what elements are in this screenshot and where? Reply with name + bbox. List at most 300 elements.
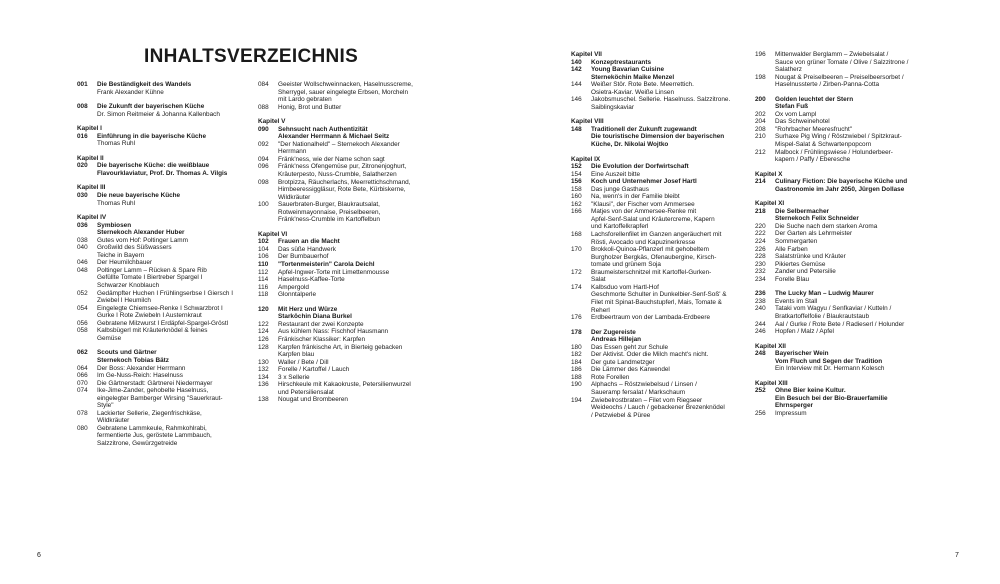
toc-page-number: 228 [755, 253, 766, 261]
toc-entry-continuation: Frank Alexander Kühne [97, 88, 164, 96]
toc-entry[interactable] [755, 223, 927, 231]
toc-entry[interactable] [755, 261, 927, 269]
toc-entry-continuation: Dr. Simon Reitmeier & Johanna Kallenbach [97, 110, 220, 118]
toc-entry[interactable] [571, 193, 739, 201]
toc-entry[interactable] [77, 349, 237, 357]
toc-page-number: 138 [258, 396, 269, 404]
toc-entry[interactable] [258, 374, 418, 382]
toc-page-number: 078 [77, 409, 88, 417]
toc-entry[interactable] [571, 314, 739, 322]
toc-entry-title: Ox vom Lampl [775, 110, 817, 118]
toc-page-number: 234 [755, 275, 766, 283]
toc-entry-title: Tataki vom Wagyu / Senfkaviar / Kutteln / [775, 305, 892, 313]
toc-entry-title: Die Evolution der Dorfwirtschaft [591, 163, 689, 171]
toc-entry-title: Lachsforellenfilet im Ganzen angeräuchert mit [591, 231, 722, 239]
toc-entry[interactable] [77, 222, 237, 230]
toc-entry-continuation: Sherrygel, sauer eingelegte Erbsen, Morcheln [278, 88, 409, 96]
toc-page-number: 148 [571, 125, 582, 133]
toc-entry-continuation: Burgholzer Bergkäs, Ofenaubergine, Kirsch- [591, 253, 717, 261]
toc-page-number: 166 [571, 208, 582, 216]
toc-entry[interactable] [755, 51, 927, 59]
toc-entry-continuation: Ein Interview mit Dr. Hermann Kolesch [775, 365, 885, 373]
toc-entry[interactable] [571, 81, 739, 89]
toc-entry-continuation: Osietra-Kaviar. Weiße Linsen [591, 88, 674, 96]
toc-entry[interactable] [258, 104, 418, 112]
toc-entry-continuation: Karpfen blau [278, 351, 315, 359]
toc-page-number: 046 [77, 259, 88, 267]
toc-entry-title: Die Beständigkeit des Wandels [97, 81, 192, 88]
toc-entry-continuation: Gastronomie im Jahr 2050, Jürgen Dollase [775, 185, 905, 193]
toc-entry[interactable] [258, 81, 418, 89]
toc-entry-title: Fränk'ness, wie der Name schon sagt [278, 155, 385, 163]
toc-entry-title: Die Suche nach dem starken Aroma [775, 222, 878, 230]
toc-page-number: 064 [77, 364, 88, 372]
toc-page-number: 130 [258, 358, 269, 366]
toc-entry-title: Ike-Jime-Zander, gehobelte Haselnuss, [97, 387, 209, 395]
toc-entry[interactable] [258, 396, 418, 404]
toc-page-number: 048 [77, 266, 88, 274]
toc-entry-title: Poltinger Lamm – Rücken & Spare Rib [97, 266, 207, 274]
toc-entry-title: Nougat & Preiselbeeren – Preiselbeersorbet / [775, 73, 904, 81]
toc-entry[interactable] [571, 178, 739, 186]
toc-entry[interactable] [755, 126, 927, 134]
toc-entry[interactable] [755, 238, 927, 246]
toc-entry[interactable] [755, 230, 927, 238]
toc-entry-continuation: Apfel-Senf-Salat und Kräutercreme, Kapern [591, 215, 715, 223]
toc-entry-title: Pikiertes Gemüse [775, 260, 826, 268]
toc-entry-title: "Tortenmeisterin" Carola Deichl [278, 261, 375, 269]
toc-entry-title: Frauen an die Macht [278, 238, 340, 246]
toc-entry-continuation: Salat [591, 276, 606, 284]
toc-entry[interactable] [755, 290, 927, 298]
toc-entry-title: Der Garten als Lehrmeister [775, 230, 853, 238]
toc-entry[interactable] [755, 276, 927, 284]
toc-entry[interactable] [258, 261, 418, 269]
toc-entry-title: Salatstrünke und Kräuter [775, 253, 846, 261]
toc-entry[interactable] [77, 237, 237, 245]
toc-entry-title: Symbiosen [97, 221, 132, 229]
toc-entry-continuation: Salzzitrone, Gewürzgetreide [97, 439, 178, 447]
toc-entry[interactable] [755, 328, 927, 336]
toc-entry[interactable] [571, 246, 739, 254]
toc-entry[interactable] [77, 410, 237, 418]
toc-entry-continuation: Bratkartoffelfolie / Blaukrautstaub [775, 312, 870, 320]
toc-entry-title: Der Bumbauerhof [278, 253, 329, 261]
toc-entry[interactable] [77, 290, 237, 298]
toc-entry-continuation: Vom Fluch und Segen der Tradition [775, 357, 883, 365]
toc-entry-title: Forelle / Kartoffel / Lauch [278, 366, 350, 374]
toc-page-number: 236 [755, 290, 766, 298]
toc-entry[interactable] [755, 387, 927, 395]
toc-entry[interactable] [755, 253, 927, 261]
toc-entry-continuation: / Petzwiebel & Püree [591, 411, 651, 419]
toc-page-number: 001 [77, 81, 88, 88]
toc-entry-continuation: Ein Besuch bei der Bio-Brauerfamilie [775, 394, 888, 402]
toc-page-number: 198 [755, 73, 766, 81]
toc-entry-title: Braumeisterschnitzel mit Kartoffel-Gurken- [591, 268, 712, 276]
toc-entry[interactable] [258, 306, 418, 314]
toc-entry[interactable] [571, 374, 739, 382]
toc-entry-title: Eingelegte Chiemsee-Renke I Schwarzbrot I [97, 304, 223, 312]
toc-page-number: 104 [258, 245, 269, 253]
toc-page-number: 134 [258, 373, 269, 381]
chapter-heading: Kapitel VII [571, 51, 602, 58]
toc-entry-continuation: Saueramp fersalat / Markschaum [591, 388, 686, 396]
toc-page-number: 124 [258, 328, 269, 336]
toc-entry[interactable] [755, 149, 927, 157]
toc-entry-title: Young Bavarian Cuisine [591, 66, 665, 74]
chapter-heading: Kapitel X [755, 170, 783, 178]
toc-page-number: 168 [571, 231, 582, 239]
toc-page-number: 126 [258, 335, 269, 343]
toc-page-number: 128 [258, 343, 269, 351]
toc-page-number: 176 [571, 314, 582, 322]
toc-entry-continuation: kapern / Paffy / Eberesche [775, 156, 851, 164]
toc-entry-title: Das süße Handwerk [278, 245, 336, 253]
toc-entry-continuation: mit Lardo gebraten [278, 96, 332, 104]
toc-page-number: 132 [258, 366, 269, 374]
toc-entry-title: The Lucky Man – Ludwig Maurer [775, 290, 874, 298]
toc-entry[interactable] [258, 359, 418, 367]
toc-entry-continuation: Alexander Herrmann & Michael Seitz [278, 133, 390, 141]
toc-entry-title: Kalbsduo vom Hartl-Hof [591, 283, 659, 291]
toc-page-number: 118 [258, 291, 269, 299]
toc-entry[interactable] [755, 410, 927, 418]
toc-entry-continuation: Reherl [591, 306, 610, 314]
toc-entry[interactable] [258, 238, 418, 246]
toc-entry[interactable] [571, 96, 739, 104]
toc-entry[interactable] [571, 208, 739, 216]
toc-entry-title: Brokkoli-Quinoa-Pflanzerl mit gehobeltem [591, 246, 709, 254]
toc-entry-title: Einführung in die bayerische Küche [97, 132, 207, 140]
toc-entry[interactable] [755, 178, 927, 186]
toc-entry[interactable] [571, 163, 739, 171]
toc-entry[interactable] [77, 380, 237, 388]
toc-entry[interactable] [77, 133, 237, 141]
toc-entry-continuation: Thomas Ruhl [97, 199, 136, 207]
toc-entry[interactable] [571, 201, 739, 209]
toc-page-number: 184 [571, 358, 582, 366]
toc-entry[interactable] [77, 305, 237, 313]
toc-entry-title: Koch und Unternehmer Josef Hartl [591, 178, 697, 186]
toc-page-number: 154 [571, 170, 582, 178]
toc-entry[interactable] [755, 111, 927, 119]
toc-entry-title: Zander und Petersilie [775, 268, 836, 276]
toc-page-number: 182 [571, 351, 582, 359]
toc-entry[interactable] [571, 366, 739, 374]
toc-entry-title: Das junge Gasthaus [591, 185, 649, 193]
toc-entry-title: Gebratene Lammkeule, Rahmkohlrabi, [97, 424, 207, 432]
page-title: INHALTSVERZEICHNIS [144, 46, 359, 67]
toc-entry[interactable] [571, 126, 739, 134]
toc-entry-continuation: Gefüllte Tomate I Biertreber Spargel I [97, 274, 203, 282]
toc-entry[interactable] [258, 291, 418, 299]
toc-entry[interactable] [755, 133, 927, 141]
toc-page-number: 170 [571, 246, 582, 254]
toc-page-number: 224 [755, 238, 766, 246]
toc-entry-title: Honig, Brot und Butter [278, 103, 342, 111]
toc-entry-title: Impressum [775, 409, 807, 417]
toc-entry-continuation: Wildkräuter [97, 417, 130, 425]
toc-column-1 [77, 81, 237, 448]
toc-entry[interactable] [77, 365, 237, 373]
toc-entry[interactable] [571, 66, 739, 74]
chapter-heading: Kapitel VIII [571, 118, 604, 126]
toc-page-number: 122 [258, 320, 269, 328]
toc-entry-title: Der Aktivist. Oder die Milch macht's nicht. [591, 351, 709, 359]
toc-entry[interactable] [258, 276, 418, 284]
toc-entry[interactable] [77, 81, 237, 89]
toc-entry-title: Glonntalperle [278, 291, 317, 299]
toc-entry-title: Jakobsmuschel. Sellerie. Haselnuss. Salzzitrone. [591, 96, 731, 104]
toc-entry-title: "Klausi", der Fischer vom Ammersee [591, 200, 695, 208]
toc-entry-title: Rote Forellen [591, 373, 630, 381]
toc-entry[interactable] [571, 269, 739, 277]
toc-entry[interactable] [258, 284, 418, 292]
toc-entry[interactable] [571, 344, 739, 352]
toc-entry-continuation: Sternekoch Alexander Huber [97, 229, 185, 237]
toc-page-number: 058 [77, 327, 88, 335]
toc-entry-continuation: Die touristische Dimension der bayerischen [591, 133, 725, 141]
toc-entry[interactable] [77, 244, 237, 252]
toc-entry-title: Forelle Blau [775, 275, 810, 283]
spacer [571, 322, 739, 329]
toc-entry-continuation: Kräuterpesto, Nuss-Crumble, Salatherzen [278, 171, 397, 179]
toc-entry-title: Zwiebelrostbraten – Filet vom Riegseer [591, 396, 703, 404]
toc-entry-continuation: Mispel-Salat & Schwartenpopcorn [775, 141, 872, 149]
toc-entry-title: Im Ge-Nuss-Reich: Haselnuss [97, 372, 183, 380]
toc-entry-continuation: Teiche in Bayern [97, 251, 145, 259]
toc-entry[interactable] [755, 74, 927, 82]
toc-entry-title: Geeister Wollschweinnacken, Haselnusscreme, [278, 81, 413, 88]
toc-entry[interactable] [258, 246, 418, 254]
toc-page-number: 180 [571, 343, 582, 351]
toc-entry-title: Der Zugereiste [591, 328, 636, 336]
toc-entry[interactable] [258, 328, 418, 336]
toc-page-number: 146 [571, 96, 582, 104]
chapter-heading: Kapitel VI [258, 230, 288, 238]
toc-entry-continuation: Rösti, Avocado und Kapuzinerkresse [591, 238, 696, 246]
toc-entry-continuation: und Petersiliensalat [278, 388, 334, 396]
toc-page-number: 084 [258, 81, 269, 88]
toc-entry-continuation: Rotweinmayonnaise, Preiselbeeren, [278, 208, 381, 216]
toc-entry[interactable] [258, 366, 418, 374]
toc-page-number: 120 [258, 305, 269, 313]
toc-entry[interactable] [571, 397, 739, 405]
toc-entry-title: Na, wenn's in der Familie bleibt [591, 193, 680, 201]
toc-entry[interactable] [258, 321, 418, 329]
toc-entry[interactable] [258, 179, 418, 187]
toc-entry[interactable] [258, 381, 418, 389]
toc-entry-title: Malbock / Frühlingswiese / Holunderbeer- [775, 148, 893, 156]
toc-entry-continuation: und Kartoffelkrapferl [591, 223, 649, 231]
toc-entry[interactable] [258, 156, 418, 164]
toc-entry[interactable] [571, 381, 739, 389]
toc-entry[interactable] [258, 253, 418, 261]
toc-page-number: 056 [77, 319, 88, 327]
toc-page-number: 256 [755, 409, 766, 417]
toc-entry[interactable] [77, 192, 237, 200]
toc-entry-title: Gutes vom Hof: Poltinger Lamm [97, 236, 188, 244]
toc-entry[interactable] [571, 59, 739, 67]
toc-entry-title: Ohne Bier keine Kultur. [775, 387, 846, 395]
toc-entry[interactable] [77, 267, 237, 275]
toc-entry-title: Waller / Bete / Dill [278, 358, 329, 366]
toc-entry-title: Fränkischer Klassiker: Karpfen [278, 335, 366, 343]
toc-entry[interactable] [755, 298, 927, 306]
toc-entry[interactable] [258, 344, 418, 352]
toc-entry[interactable] [77, 320, 237, 328]
toc-page-number: 062 [77, 349, 88, 357]
toc-entry[interactable] [77, 162, 237, 170]
toc-page-number: 214 [755, 178, 766, 186]
toc-entry[interactable] [755, 96, 927, 104]
toc-page-number: 162 [571, 200, 582, 208]
toc-entry-title: Matjes von der Ammersee-Renke mit [591, 208, 697, 216]
toc-entry[interactable] [571, 284, 739, 292]
toc-entry-title: Der gute Landmetzger [591, 358, 655, 366]
toc-entry-continuation: Andreas Hillejan [591, 336, 642, 344]
toc-entry-title: Sehnsucht nach Authentizität [278, 125, 368, 133]
toc-entry-continuation: Starköchin Diana Burkel [278, 313, 352, 321]
toc-entry-continuation: Herrmann [278, 148, 307, 156]
toc-entry-title: Aal / Gurke / Rote Bete / Radieserl / Holunder [775, 320, 905, 328]
toc-entry-title: Sauerbraten-Burger, Blaukrautsalat, [278, 201, 380, 209]
toc-page-number: 226 [755, 245, 766, 253]
toc-page-number: 178 [571, 328, 582, 336]
toc-page-number: 244 [755, 320, 766, 328]
toc-entry-continuation: Sternekoch Felix Schneider [775, 215, 859, 223]
page-number-right: 7 [955, 552, 959, 559]
toc-page-number: 230 [755, 260, 766, 268]
toc-entry[interactable] [571, 329, 739, 337]
toc-entry-title: Die Selbermacher [775, 207, 829, 215]
toc-entry[interactable] [571, 231, 739, 239]
chapter-heading: Kapitel V [258, 118, 286, 126]
toc-page-number: 100 [258, 201, 269, 209]
toc-page-number: 232 [755, 268, 766, 276]
toc-page-number: 202 [755, 110, 766, 118]
toc-entry[interactable] [571, 171, 739, 179]
chapter-heading: Kapitel XIII [755, 379, 788, 387]
toc-entry-title: "Der Nationalheld" – Sternekoch Alexander [278, 140, 400, 148]
toc-entry[interactable] [77, 372, 237, 380]
toc-entry[interactable] [258, 201, 418, 209]
toc-page-number: 142 [571, 66, 582, 74]
toc-entry[interactable] [77, 259, 237, 267]
chapter-heading: Kapitel II [77, 154, 104, 162]
toc-entry[interactable] [77, 387, 237, 395]
toc-page-number: 204 [755, 118, 766, 126]
toc-entry[interactable] [77, 425, 237, 433]
toc-page-number: 080 [77, 424, 88, 432]
toc-entry[interactable] [755, 118, 927, 126]
toc-entry[interactable] [77, 327, 237, 335]
toc-entry[interactable] [755, 321, 927, 329]
toc-page-number: 210 [755, 133, 766, 141]
toc-entry[interactable] [258, 269, 418, 277]
toc-page-number: 152 [571, 163, 582, 171]
toc-entry-continuation: Saiblingskaviar [591, 103, 634, 111]
toc-page-number: 190 [571, 381, 582, 389]
toc-entry-title: Events im Stall [775, 297, 818, 305]
toc-entry[interactable] [755, 208, 927, 216]
toc-entry-continuation: Himbeeressiggläsur, Rote Bete, Kürbiskerne, [278, 186, 406, 194]
toc-entry-continuation: Sternekoch Tobias Bätz [97, 356, 169, 364]
toc-entry-continuation: Zwiebel I Heumilch [97, 297, 151, 305]
toc-entry[interactable] [571, 359, 739, 367]
toc-entry[interactable] [258, 163, 418, 171]
toc-entry-title: Scouts und Gärtner [97, 349, 157, 357]
toc-entry-title: Alphachs – Röstzwiebelsud / Linsen / [591, 381, 697, 389]
toc-entry-continuation: Haselnussterte / Zirben-Panna-Cotta [775, 81, 880, 89]
toc-entry[interactable] [755, 268, 927, 276]
toc-entry-title: Weißer Stör. Rote Bete. Meerrettich. [591, 81, 694, 89]
toc-entry[interactable] [755, 246, 927, 254]
toc-page-number: 112 [258, 268, 269, 276]
toc-page-number: 240 [755, 305, 766, 313]
chapter-heading: Kapitel IX [571, 155, 601, 163]
toc-entry[interactable] [77, 103, 237, 111]
toc-entry-continuation: Küche, Dr. Nikolai Wojtko [591, 141, 669, 149]
toc-page-number: 088 [258, 103, 269, 111]
toc-page-number: 160 [571, 193, 582, 201]
toc-entry-title: Der Boss: Alexander Herrmann [97, 364, 186, 372]
toc-page-number: 116 [258, 283, 269, 291]
toc-entry[interactable] [755, 350, 927, 358]
toc-entry-title: Gedämpfter Huchen I Frühlingserbse I Giersch I [97, 289, 234, 297]
toc-page-number: 052 [77, 289, 88, 297]
toc-entry[interactable] [258, 141, 418, 149]
toc-page-number: 030 [77, 192, 88, 200]
spacer [77, 342, 237, 349]
toc-page-number: 218 [755, 207, 766, 215]
toc-entry-title: Brotpizza, Räucherlachs, Meerrettichschmand, [278, 178, 411, 186]
toc-entry-title: Alle Farben [775, 245, 808, 253]
spacer [755, 89, 927, 96]
toc-entry-continuation: Fränk'ness-Crumble im Kartoffelbun [278, 216, 380, 224]
page-number-left: 6 [37, 552, 41, 559]
toc-entry-continuation: Ehrnsperger [775, 402, 814, 410]
toc-page-number: 074 [77, 387, 88, 395]
toc-entry-title: Ampergold [278, 283, 309, 291]
toc-entry-title: Nougat und Brombeeren [278, 396, 348, 404]
toc-entry-title: Mittenwalder Berglamm – Zwiebelsalat / [775, 51, 889, 58]
toc-entry-title: Die bayerische Küche: die weißblaue [97, 162, 210, 170]
toc-page-number: 136 [258, 381, 269, 389]
toc-entry[interactable] [258, 336, 418, 344]
toc-page-number: 200 [755, 95, 766, 103]
toc-entry-title: Sommergarten [775, 238, 818, 246]
toc-entry-title: Der Heumilchbauer [97, 259, 153, 267]
toc-entry-continuation: Gemüse [97, 334, 122, 342]
toc-entry-title: Traditionell der Zukunft zugewandt [591, 125, 697, 133]
toc-entry[interactable] [571, 351, 739, 359]
toc-page-number: 194 [571, 396, 582, 404]
toc-entry[interactable] [571, 186, 739, 194]
spacer [755, 283, 927, 290]
toc-entry-title: Die Zukunft der bayerischen Küche [97, 103, 205, 111]
toc-page-number: 252 [755, 387, 766, 395]
chapter-heading: Kapitel III [77, 184, 106, 192]
toc-page-number: 040 [77, 244, 88, 252]
toc-entry-title: "Rohrbacher Meeresfrucht" [775, 125, 852, 133]
toc-entry-title: Erdbeertraum von der Lambada-Erdbeere [591, 314, 711, 322]
toc-entry[interactable] [258, 126, 418, 134]
toc-entry-title: Haselnuss-Kaffee-Torte [278, 276, 345, 284]
toc-entry[interactable] [755, 305, 927, 313]
toc-page-number: 222 [755, 230, 766, 238]
